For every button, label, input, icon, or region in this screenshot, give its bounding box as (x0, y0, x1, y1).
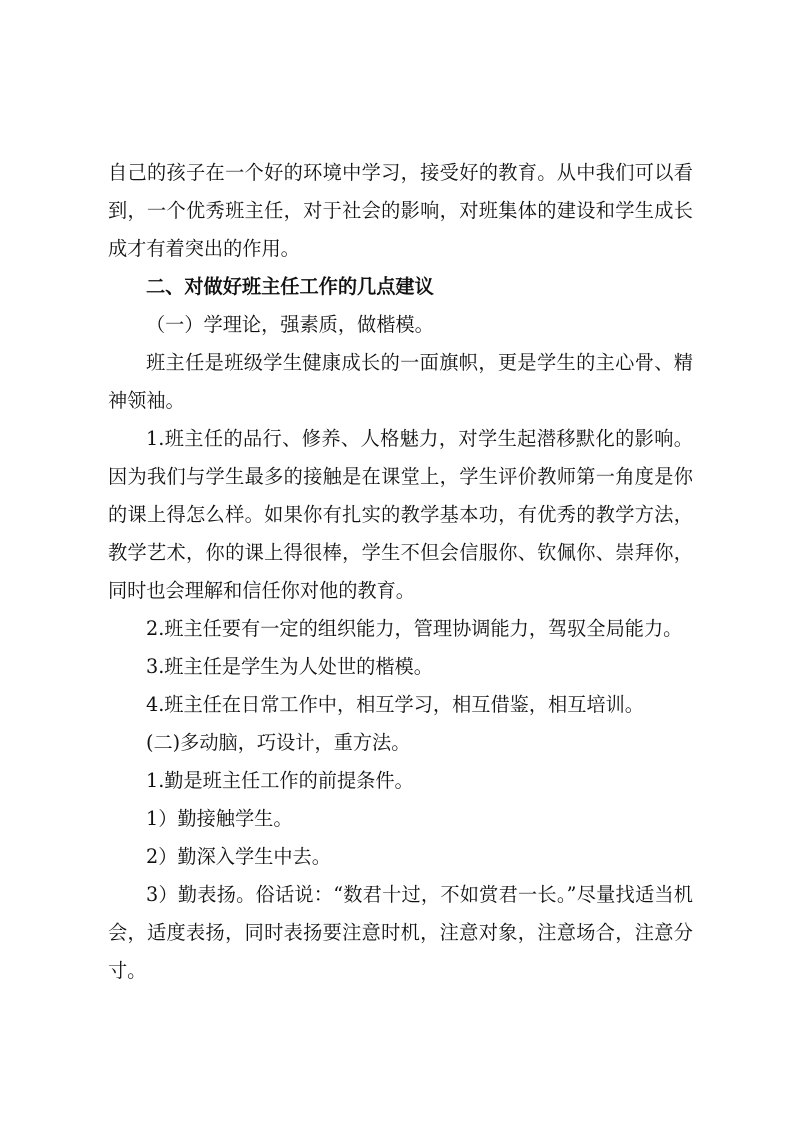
subsection-heading-1: （一）学理论，强素质，做楷模。 (146, 313, 434, 336)
paragraph-diligence: 1.勤是班主任工作的前提条件。 (146, 769, 414, 792)
paragraph-point-2: 2.班主任要有一定的组织能力，管理协调能力，驾驭全局能力。 (146, 617, 683, 640)
paragraph-point-1: 1.班主任的品行、修养、人格魅力，对学生起潜移默化的影响。因为我们与学生最多的接触是在课堂上，学生评价教师第一角度是你的课上得怎么样。如果你有扎实的教学基本功，有优秀的教学方法，教学艺术，你的课上得很棒，学生不但会信服你、钦佩你、崇拜你，同时也会理解和信任你对他的教育。 (108, 427, 693, 602)
paragraph-role-model: 班主任是班级学生健康成长的一面旗帜，更是学生的主心骨、精神领袖。 (108, 351, 693, 412)
paragraph-point-4: 4.班主任在日常工作中，相互学习，相互借鉴，相互培训。 (146, 693, 644, 716)
document-body (108, 154, 693, 990)
list-item-1: 1）勤接触学生。 (146, 807, 293, 830)
paragraph-intro-continuation: 自己的孩子在一个好的环境中学习，接受好的教育。从中我们可以看到，一个优秀班主任，对于社会的影响，对班集体的建设和学生成长成才有着突出的作用。 (108, 161, 693, 260)
section-heading-suggestions: 二、对做好班主任工作的几点建议 (146, 275, 434, 298)
list-item-2: 2）勤深入学生中去。 (146, 845, 331, 868)
paragraph-point-3: 3.班主任是学生为人处世的楷模。 (146, 655, 433, 678)
list-item-3: 3）勤表扬。俗话说：“数君十过，不如赏君一长。”尽量找适当机会，适度表扬，同时表扬要注意时机，注意对象，注意场合，注意分寸。 (108, 883, 693, 982)
subsection-heading-2: (二)多动脑，巧设计，重方法。 (146, 731, 411, 754)
